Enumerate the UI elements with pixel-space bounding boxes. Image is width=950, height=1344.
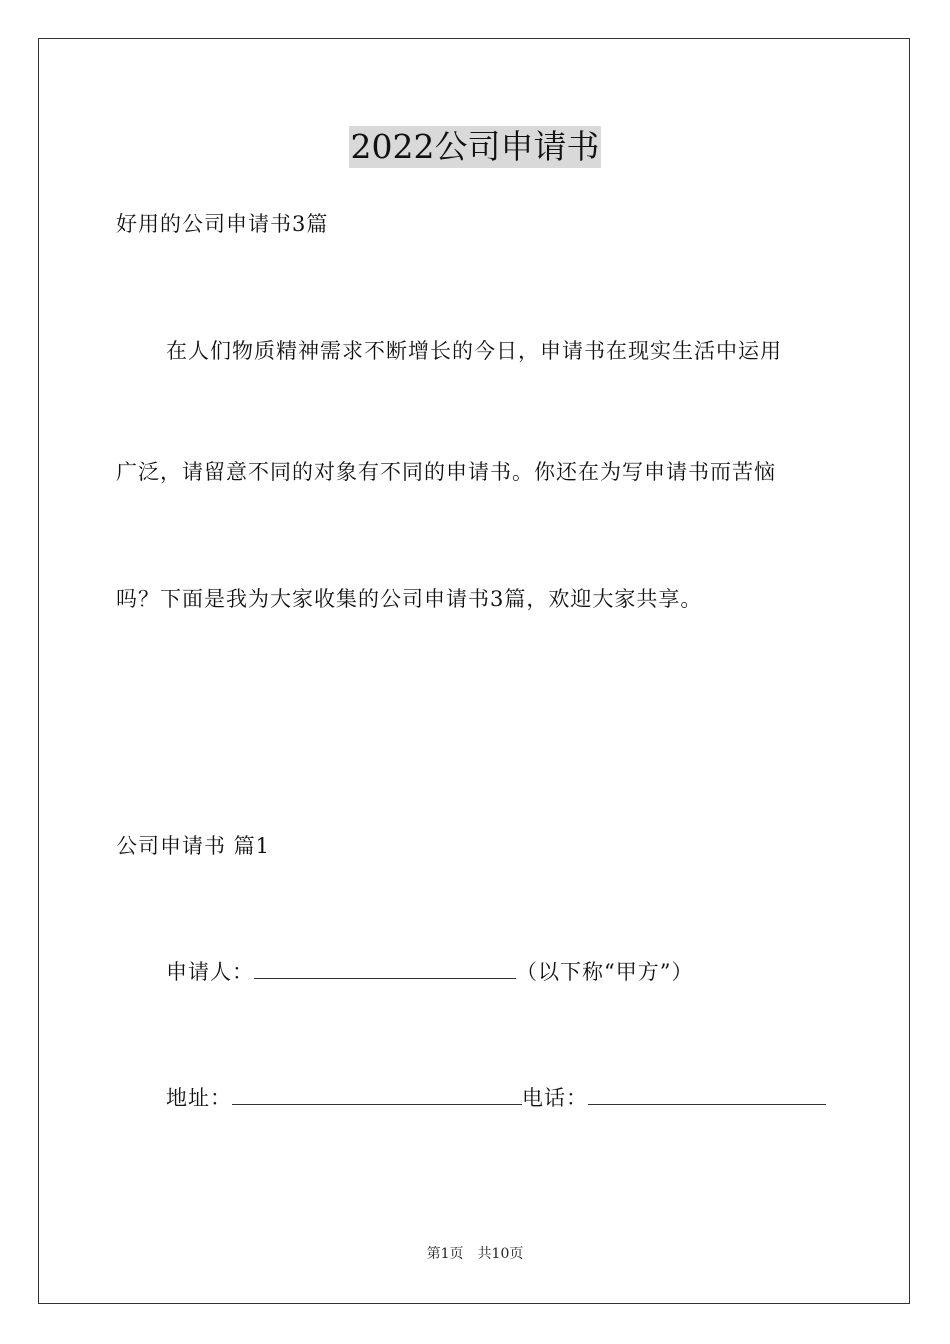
applicant-row	[166, 956, 693, 987]
page-number-current: 第1页	[426, 1246, 464, 1262]
section-1-heading: 公司申请书 篇1	[116, 834, 271, 858]
intro-line-1: 在人们物质精神需求不断增长的今日，申请书在现实生活中运用	[166, 339, 782, 363]
intro-line-2: 广泛，请留意不同的对象有不同的申请书。你还在为写申请书而苦恼	[116, 460, 776, 484]
applicant-label: 申请人：	[166, 960, 254, 984]
document-subtitle: 好用的公司申请书3篇	[116, 212, 329, 236]
page-number-total: 共10页	[477, 1246, 524, 1262]
address-row	[166, 1082, 826, 1113]
phone-blank	[588, 1082, 826, 1105]
phone-label: 电话：	[522, 1086, 588, 1110]
document-title: 2022公司申请书	[350, 127, 600, 166]
applicant-blank	[254, 956, 516, 979]
document-title-wrap	[0, 126, 950, 168]
address-blank	[232, 1082, 522, 1105]
page-footer	[0, 1245, 950, 1263]
applicant-suffix: （以下称“甲方”）	[516, 960, 694, 984]
address-label: 地址：	[166, 1086, 232, 1110]
intro-line-3: 吗？下面是我为大家收集的公司申请书3篇，欢迎大家共享。	[116, 587, 703, 611]
